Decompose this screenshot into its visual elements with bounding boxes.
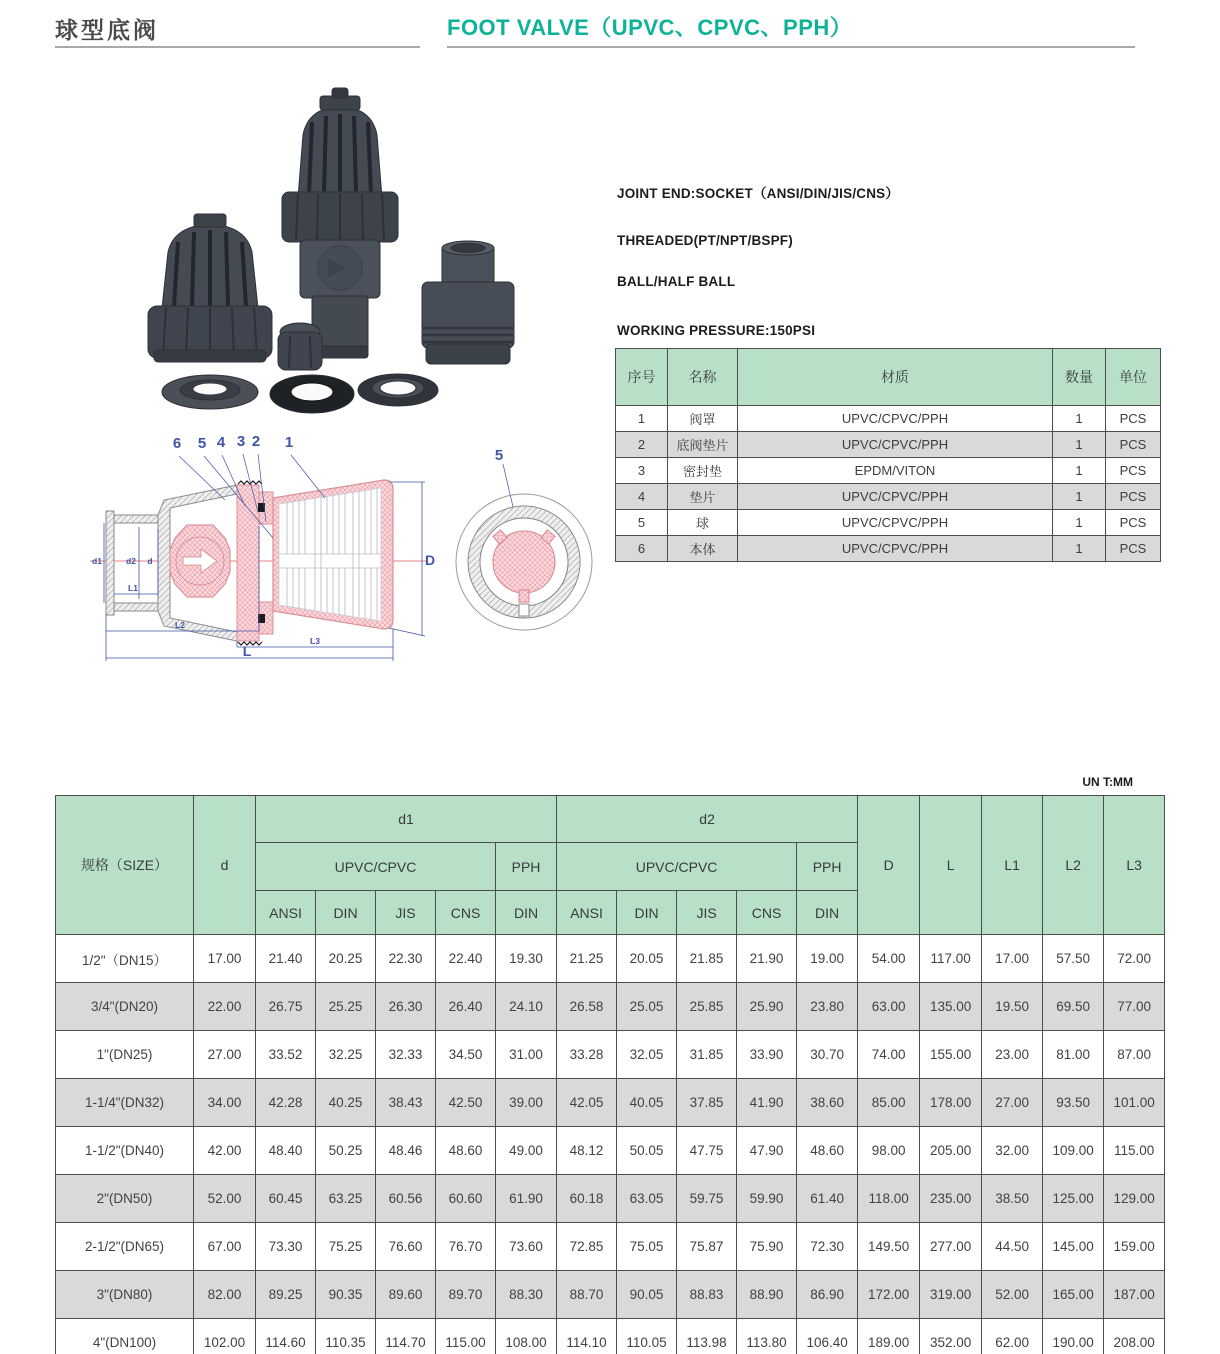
col-header: 序号 bbox=[616, 349, 668, 406]
col-header: 数量 bbox=[1053, 349, 1106, 406]
parts-cell: 本体 bbox=[668, 536, 738, 562]
parts-cell: EPDM/VITON bbox=[738, 458, 1053, 484]
dim-cell: 76.70 bbox=[436, 1223, 496, 1271]
dim-cell: 47.90 bbox=[737, 1127, 797, 1175]
dim-cell: 38.60 bbox=[797, 1079, 858, 1127]
col-group-d2: d2 bbox=[557, 796, 858, 843]
dim-cell: 26.30 bbox=[376, 983, 436, 1031]
parts-cell: 阀罩 bbox=[668, 406, 738, 432]
col-header-L3: L3 bbox=[1104, 796, 1165, 935]
dim-cell: 48.12 bbox=[557, 1127, 617, 1175]
dim-cell: 40.25 bbox=[316, 1079, 376, 1127]
dim-cell: 34.50 bbox=[436, 1031, 496, 1079]
parts-table-row bbox=[616, 536, 1161, 562]
dim-cell: 25.90 bbox=[737, 983, 797, 1031]
col-group-upvc: UPVC/CPVC bbox=[256, 843, 496, 891]
dim-cell: 48.60 bbox=[436, 1127, 496, 1175]
dim-cell: 89.60 bbox=[376, 1271, 436, 1319]
dim-cell: 39.00 bbox=[496, 1079, 557, 1127]
col-header: JIS bbox=[376, 891, 436, 935]
col-header: DIN bbox=[496, 891, 557, 935]
dim-cell: 44.50 bbox=[982, 1223, 1043, 1271]
dim-cell: 42.50 bbox=[436, 1079, 496, 1127]
dim-cell: 1/2"（DN15） bbox=[56, 935, 194, 983]
dim-cell: 117.00 bbox=[920, 935, 982, 983]
dim-cell: 27.00 bbox=[982, 1079, 1043, 1127]
parts-cell: PCS bbox=[1106, 536, 1161, 562]
parts-cell: PCS bbox=[1106, 458, 1161, 484]
dim-cell: 109.00 bbox=[1043, 1127, 1104, 1175]
dim-cell: 145.00 bbox=[1043, 1223, 1104, 1271]
parts-table-row bbox=[616, 406, 1161, 432]
parts-cell: PCS bbox=[1106, 432, 1161, 458]
parts-cell: UPVC/CPVC/PPH bbox=[738, 484, 1053, 510]
dim-cell: 22.40 bbox=[436, 935, 496, 983]
parts-cell: 1 bbox=[1053, 484, 1106, 510]
dimension-table bbox=[55, 795, 1165, 1354]
col-header: DIN bbox=[617, 891, 677, 935]
col-header-size: 规格（SIZE） bbox=[56, 796, 194, 935]
dim-cell: 21.25 bbox=[557, 935, 617, 983]
dim-cell: 21.90 bbox=[737, 935, 797, 983]
dimension-table-row bbox=[56, 1175, 1165, 1223]
dim-cell: 37.85 bbox=[677, 1079, 737, 1127]
col-header-L: L bbox=[920, 796, 982, 935]
parts-cell: UPVC/CPVC/PPH bbox=[738, 536, 1053, 562]
parts-cell: 球 bbox=[668, 510, 738, 536]
dim-cell: 59.75 bbox=[677, 1175, 737, 1223]
dim-cell: 32.33 bbox=[376, 1031, 436, 1079]
product-photo bbox=[60, 80, 580, 420]
dim-cell: 42.00 bbox=[194, 1127, 256, 1175]
callout-5: 5 bbox=[197, 435, 207, 452]
dim-cell: 48.60 bbox=[797, 1127, 858, 1175]
parts-cell: 3 bbox=[616, 458, 668, 484]
dim-cell: 86.90 bbox=[797, 1271, 858, 1319]
dim-cell: 60.45 bbox=[256, 1175, 316, 1223]
dim-cell: 61.90 bbox=[496, 1175, 557, 1223]
col-header: DIN bbox=[316, 891, 376, 935]
dim-cell: 52.00 bbox=[194, 1175, 256, 1223]
dim-cell: 31.85 bbox=[677, 1031, 737, 1079]
dim-cell: 178.00 bbox=[920, 1079, 982, 1127]
dim-cell: 1-1/4"(DN32) bbox=[56, 1079, 194, 1127]
dim-cell: 50.25 bbox=[316, 1127, 376, 1175]
dim-cell: 110.35 bbox=[316, 1319, 376, 1354]
svg-text:L: L bbox=[242, 643, 252, 659]
dim-cell: 88.70 bbox=[557, 1271, 617, 1319]
dim-cell: 155.00 bbox=[920, 1031, 982, 1079]
parts-cell: PCS bbox=[1106, 510, 1161, 536]
divider-right bbox=[447, 46, 1135, 48]
dim-cell: 1-1/2"(DN40) bbox=[56, 1127, 194, 1175]
dim-cell: 106.40 bbox=[797, 1319, 858, 1354]
dim-cell: 54.00 bbox=[858, 935, 920, 983]
dim-cell: 205.00 bbox=[920, 1127, 982, 1175]
dim-cell: 60.18 bbox=[557, 1175, 617, 1223]
parts-cell: 1 bbox=[616, 406, 668, 432]
parts-cell: 1 bbox=[1053, 536, 1106, 562]
svg-text:d1: d1 bbox=[92, 556, 102, 566]
dim-cell: 72.00 bbox=[1104, 935, 1165, 983]
parts-cell: 底阀垫片 bbox=[668, 432, 738, 458]
dim-cell: 277.00 bbox=[920, 1223, 982, 1271]
dim-cell: 25.05 bbox=[617, 983, 677, 1031]
parts-cell: UPVC/CPVC/PPH bbox=[738, 510, 1053, 536]
dim-cell: 1"(DN25) bbox=[56, 1031, 194, 1079]
dim-cell: 189.00 bbox=[858, 1319, 920, 1354]
dim-cell: 30.70 bbox=[797, 1031, 858, 1079]
callout-circle-5: 5 bbox=[494, 447, 504, 464]
dim-cell: 75.25 bbox=[316, 1223, 376, 1271]
dim-cell: 187.00 bbox=[1104, 1271, 1165, 1319]
dim-cell: 319.00 bbox=[920, 1271, 982, 1319]
page-title-zh: 球型底阀 bbox=[55, 17, 159, 43]
dim-cell: 352.00 bbox=[920, 1319, 982, 1354]
dim-cell: 22.30 bbox=[376, 935, 436, 983]
spec-list bbox=[617, 178, 1177, 338]
col-header: JIS bbox=[677, 891, 737, 935]
dim-cell: 98.00 bbox=[858, 1127, 920, 1175]
dim-cell: 149.50 bbox=[858, 1223, 920, 1271]
spec-line: THREADED(PT/NPT/BSPF) bbox=[617, 233, 793, 248]
page-title-en: FOOT VALVE（UPVC、CPVC、PPH） bbox=[447, 15, 853, 40]
dim-cell: 72.30 bbox=[797, 1223, 858, 1271]
col-header: ANSI bbox=[256, 891, 316, 935]
dim-cell: 2"(DN50) bbox=[56, 1175, 194, 1223]
dim-cell: 59.90 bbox=[737, 1175, 797, 1223]
dim-cell: 22.00 bbox=[194, 983, 256, 1031]
dimension-table-row bbox=[56, 1319, 1165, 1354]
parts-cell: 1 bbox=[1053, 458, 1106, 484]
dim-cell: 93.50 bbox=[1043, 1079, 1104, 1127]
col-header: ANSI bbox=[557, 891, 617, 935]
dimension-table-row bbox=[56, 983, 1165, 1031]
dim-cell: 90.05 bbox=[617, 1271, 677, 1319]
dim-cell: 26.40 bbox=[436, 983, 496, 1031]
dim-cell: 76.60 bbox=[376, 1223, 436, 1271]
dim-cell: 23.80 bbox=[797, 983, 858, 1031]
parts-cell: PCS bbox=[1106, 484, 1161, 510]
parts-cell: 6 bbox=[616, 536, 668, 562]
dim-cell: 88.30 bbox=[496, 1271, 557, 1319]
dim-cell: 108.00 bbox=[496, 1319, 557, 1354]
dim-cell: 129.00 bbox=[1104, 1175, 1165, 1223]
dim-cell: 114.70 bbox=[376, 1319, 436, 1354]
dim-cell: 73.30 bbox=[256, 1223, 316, 1271]
dim-cell: 38.43 bbox=[376, 1079, 436, 1127]
dim-cell: 26.75 bbox=[256, 983, 316, 1031]
dim-header-row-1 bbox=[56, 796, 1165, 843]
dim-cell: 20.25 bbox=[316, 935, 376, 983]
col-header: 材质 bbox=[738, 349, 1053, 406]
dim-cell: 47.75 bbox=[677, 1127, 737, 1175]
col-header: CNS bbox=[436, 891, 496, 935]
dim-cell: 102.00 bbox=[194, 1319, 256, 1354]
svg-text:L3: L3 bbox=[310, 636, 320, 646]
dim-cell: 88.83 bbox=[677, 1271, 737, 1319]
dimension-table-row bbox=[56, 1271, 1165, 1319]
dim-cell: 113.80 bbox=[737, 1319, 797, 1354]
dim-cell: 190.00 bbox=[1043, 1319, 1104, 1354]
dim-cell: 159.00 bbox=[1104, 1223, 1165, 1271]
col-header: DIN bbox=[797, 891, 858, 935]
dimension-table-row bbox=[56, 1223, 1165, 1271]
dim-cell: 110.05 bbox=[617, 1319, 677, 1354]
dim-cell: 63.25 bbox=[316, 1175, 376, 1223]
callout-4: 4 bbox=[216, 434, 226, 451]
dim-cell: 52.00 bbox=[982, 1271, 1043, 1319]
dim-cell: 17.00 bbox=[194, 935, 256, 983]
svg-text:d: d bbox=[147, 556, 153, 566]
dim-cell: 101.00 bbox=[1104, 1079, 1165, 1127]
dim-cell: 32.05 bbox=[617, 1031, 677, 1079]
callout-6: 6 bbox=[172, 435, 182, 452]
dim-cell: 2-1/2"(DN65) bbox=[56, 1223, 194, 1271]
dim-cell: 75.05 bbox=[617, 1223, 677, 1271]
dim-cell: 21.85 bbox=[677, 935, 737, 983]
dim-cell: 208.00 bbox=[1104, 1319, 1165, 1354]
callout-2: 2 bbox=[251, 433, 261, 450]
dim-cell: 27.00 bbox=[194, 1031, 256, 1079]
dim-cell: 67.00 bbox=[194, 1223, 256, 1271]
dim-cell: 113.98 bbox=[677, 1319, 737, 1354]
parts-table-row bbox=[616, 484, 1161, 510]
parts-cell: 1 bbox=[1053, 510, 1106, 536]
col-header: 单位 bbox=[1106, 349, 1161, 406]
dim-cell: 135.00 bbox=[920, 983, 982, 1031]
dim-cell: 32.00 bbox=[982, 1127, 1043, 1175]
dim-cell: 74.00 bbox=[858, 1031, 920, 1079]
dim-cell: 61.40 bbox=[797, 1175, 858, 1223]
col-header-d: d bbox=[194, 796, 256, 935]
dim-cell: 89.25 bbox=[256, 1271, 316, 1319]
dim-cell: 88.90 bbox=[737, 1271, 797, 1319]
col-header-D: D bbox=[858, 796, 920, 935]
col-header-L2: L2 bbox=[1043, 796, 1104, 935]
dim-cell: 89.70 bbox=[436, 1271, 496, 1319]
dim-cell: 20.05 bbox=[617, 935, 677, 983]
dim-cell: 42.05 bbox=[557, 1079, 617, 1127]
dim-cell: 23.00 bbox=[982, 1031, 1043, 1079]
dim-cell: 19.30 bbox=[496, 935, 557, 983]
dim-cell: 63.05 bbox=[617, 1175, 677, 1223]
dim-cell: 49.00 bbox=[496, 1127, 557, 1175]
dim-cell: 19.00 bbox=[797, 935, 858, 983]
parts-cell: 1 bbox=[1053, 406, 1106, 432]
dim-cell: 87.00 bbox=[1104, 1031, 1165, 1079]
dim-cell: 73.60 bbox=[496, 1223, 557, 1271]
parts-cell: 密封垫 bbox=[668, 458, 738, 484]
parts-table-row bbox=[616, 510, 1161, 536]
dim-cell: 75.87 bbox=[677, 1223, 737, 1271]
parts-cell: 2 bbox=[616, 432, 668, 458]
dim-cell: 60.56 bbox=[376, 1175, 436, 1223]
dim-cell: 42.28 bbox=[256, 1079, 316, 1127]
dim-cell: 77.00 bbox=[1104, 983, 1165, 1031]
dim-cell: 82.00 bbox=[194, 1271, 256, 1319]
dim-cell: 25.85 bbox=[677, 983, 737, 1031]
parts-table-row bbox=[616, 432, 1161, 458]
dim-cell: 172.00 bbox=[858, 1271, 920, 1319]
dimension-table-row bbox=[56, 1127, 1165, 1175]
svg-text:L1: L1 bbox=[128, 583, 138, 593]
dim-cell: 115.00 bbox=[436, 1319, 496, 1354]
technical-drawing bbox=[75, 430, 610, 670]
dim-cell: 57.50 bbox=[1043, 935, 1104, 983]
dim-cell: 19.50 bbox=[982, 983, 1043, 1031]
col-group-upvc: UPVC/CPVC bbox=[557, 843, 797, 891]
dim-cell: 21.40 bbox=[256, 935, 316, 983]
dim-cell: 26.58 bbox=[557, 983, 617, 1031]
dim-cell: 75.90 bbox=[737, 1223, 797, 1271]
callout-3: 3 bbox=[236, 433, 246, 450]
dim-cell: 33.52 bbox=[256, 1031, 316, 1079]
dim-cell: 41.90 bbox=[737, 1079, 797, 1127]
spec-line: BALL/HALF BALL bbox=[617, 274, 736, 289]
dim-cell: 62.00 bbox=[982, 1319, 1043, 1354]
unit-note: UN T:MM bbox=[1082, 775, 1133, 789]
svg-text:L2: L2 bbox=[175, 620, 185, 630]
dim-cell: 33.90 bbox=[737, 1031, 797, 1079]
dim-cell: 235.00 bbox=[920, 1175, 982, 1223]
dim-cell: 72.85 bbox=[557, 1223, 617, 1271]
dim-cell: 81.00 bbox=[1043, 1031, 1104, 1079]
dimension-table-row bbox=[56, 1031, 1165, 1079]
svg-text:D: D bbox=[424, 552, 436, 568]
dim-cell: 3"(DN80) bbox=[56, 1271, 194, 1319]
dim-cell: 114.60 bbox=[256, 1319, 316, 1354]
col-group-pph: PPH bbox=[797, 843, 858, 891]
dim-cell: 115.00 bbox=[1104, 1127, 1165, 1175]
dimension-table-row bbox=[56, 1079, 1165, 1127]
parts-cell: 4 bbox=[616, 484, 668, 510]
dim-cell: 4"(DN100) bbox=[56, 1319, 194, 1354]
dim-cell: 17.00 bbox=[982, 935, 1043, 983]
parts-cell: 5 bbox=[616, 510, 668, 536]
svg-text:d2: d2 bbox=[126, 556, 136, 566]
callout-1: 1 bbox=[284, 434, 294, 451]
dim-cell: 118.00 bbox=[858, 1175, 920, 1223]
dim-cell: 33.28 bbox=[557, 1031, 617, 1079]
parts-table bbox=[615, 348, 1161, 562]
dim-cell: 38.50 bbox=[982, 1175, 1043, 1223]
dim-cell: 34.00 bbox=[194, 1079, 256, 1127]
col-header: CNS bbox=[737, 891, 797, 935]
dim-cell: 69.50 bbox=[1043, 983, 1104, 1031]
dim-cell: 24.10 bbox=[496, 983, 557, 1031]
col-group-pph: PPH bbox=[496, 843, 557, 891]
parts-table-row bbox=[616, 458, 1161, 484]
parts-cell: 1 bbox=[1053, 432, 1106, 458]
dim-cell: 125.00 bbox=[1043, 1175, 1104, 1223]
parts-cell: UPVC/CPVC/PPH bbox=[738, 406, 1053, 432]
dim-cell: 40.05 bbox=[617, 1079, 677, 1127]
parts-cell: 垫片 bbox=[668, 484, 738, 510]
dim-cell: 85.00 bbox=[858, 1079, 920, 1127]
parts-cell: PCS bbox=[1106, 406, 1161, 432]
dim-cell: 50.05 bbox=[617, 1127, 677, 1175]
parts-cell: UPVC/CPVC/PPH bbox=[738, 432, 1053, 458]
dimension-table-row bbox=[56, 935, 1165, 983]
dim-cell: 25.25 bbox=[316, 983, 376, 1031]
dim-cell: 63.00 bbox=[858, 983, 920, 1031]
dim-cell: 60.60 bbox=[436, 1175, 496, 1223]
spec-line: WORKING PRESSURE:150PSI bbox=[617, 323, 816, 338]
dim-cell: 31.00 bbox=[496, 1031, 557, 1079]
spec-line: JOINT END:SOCKET（ANSI/DIN/JIS/CNS） bbox=[617, 186, 900, 201]
parts-header-row bbox=[616, 349, 1161, 406]
dim-cell: 3/4"(DN20) bbox=[56, 983, 194, 1031]
dim-cell: 165.00 bbox=[1043, 1271, 1104, 1319]
divider-left bbox=[55, 46, 420, 48]
col-group-d1: d1 bbox=[256, 796, 557, 843]
dim-cell: 114.10 bbox=[557, 1319, 617, 1354]
dim-cell: 48.46 bbox=[376, 1127, 436, 1175]
col-header-L1: L1 bbox=[982, 796, 1043, 935]
col-header: 名称 bbox=[668, 349, 738, 406]
dim-cell: 32.25 bbox=[316, 1031, 376, 1079]
dim-cell: 90.35 bbox=[316, 1271, 376, 1319]
dim-cell: 48.40 bbox=[256, 1127, 316, 1175]
